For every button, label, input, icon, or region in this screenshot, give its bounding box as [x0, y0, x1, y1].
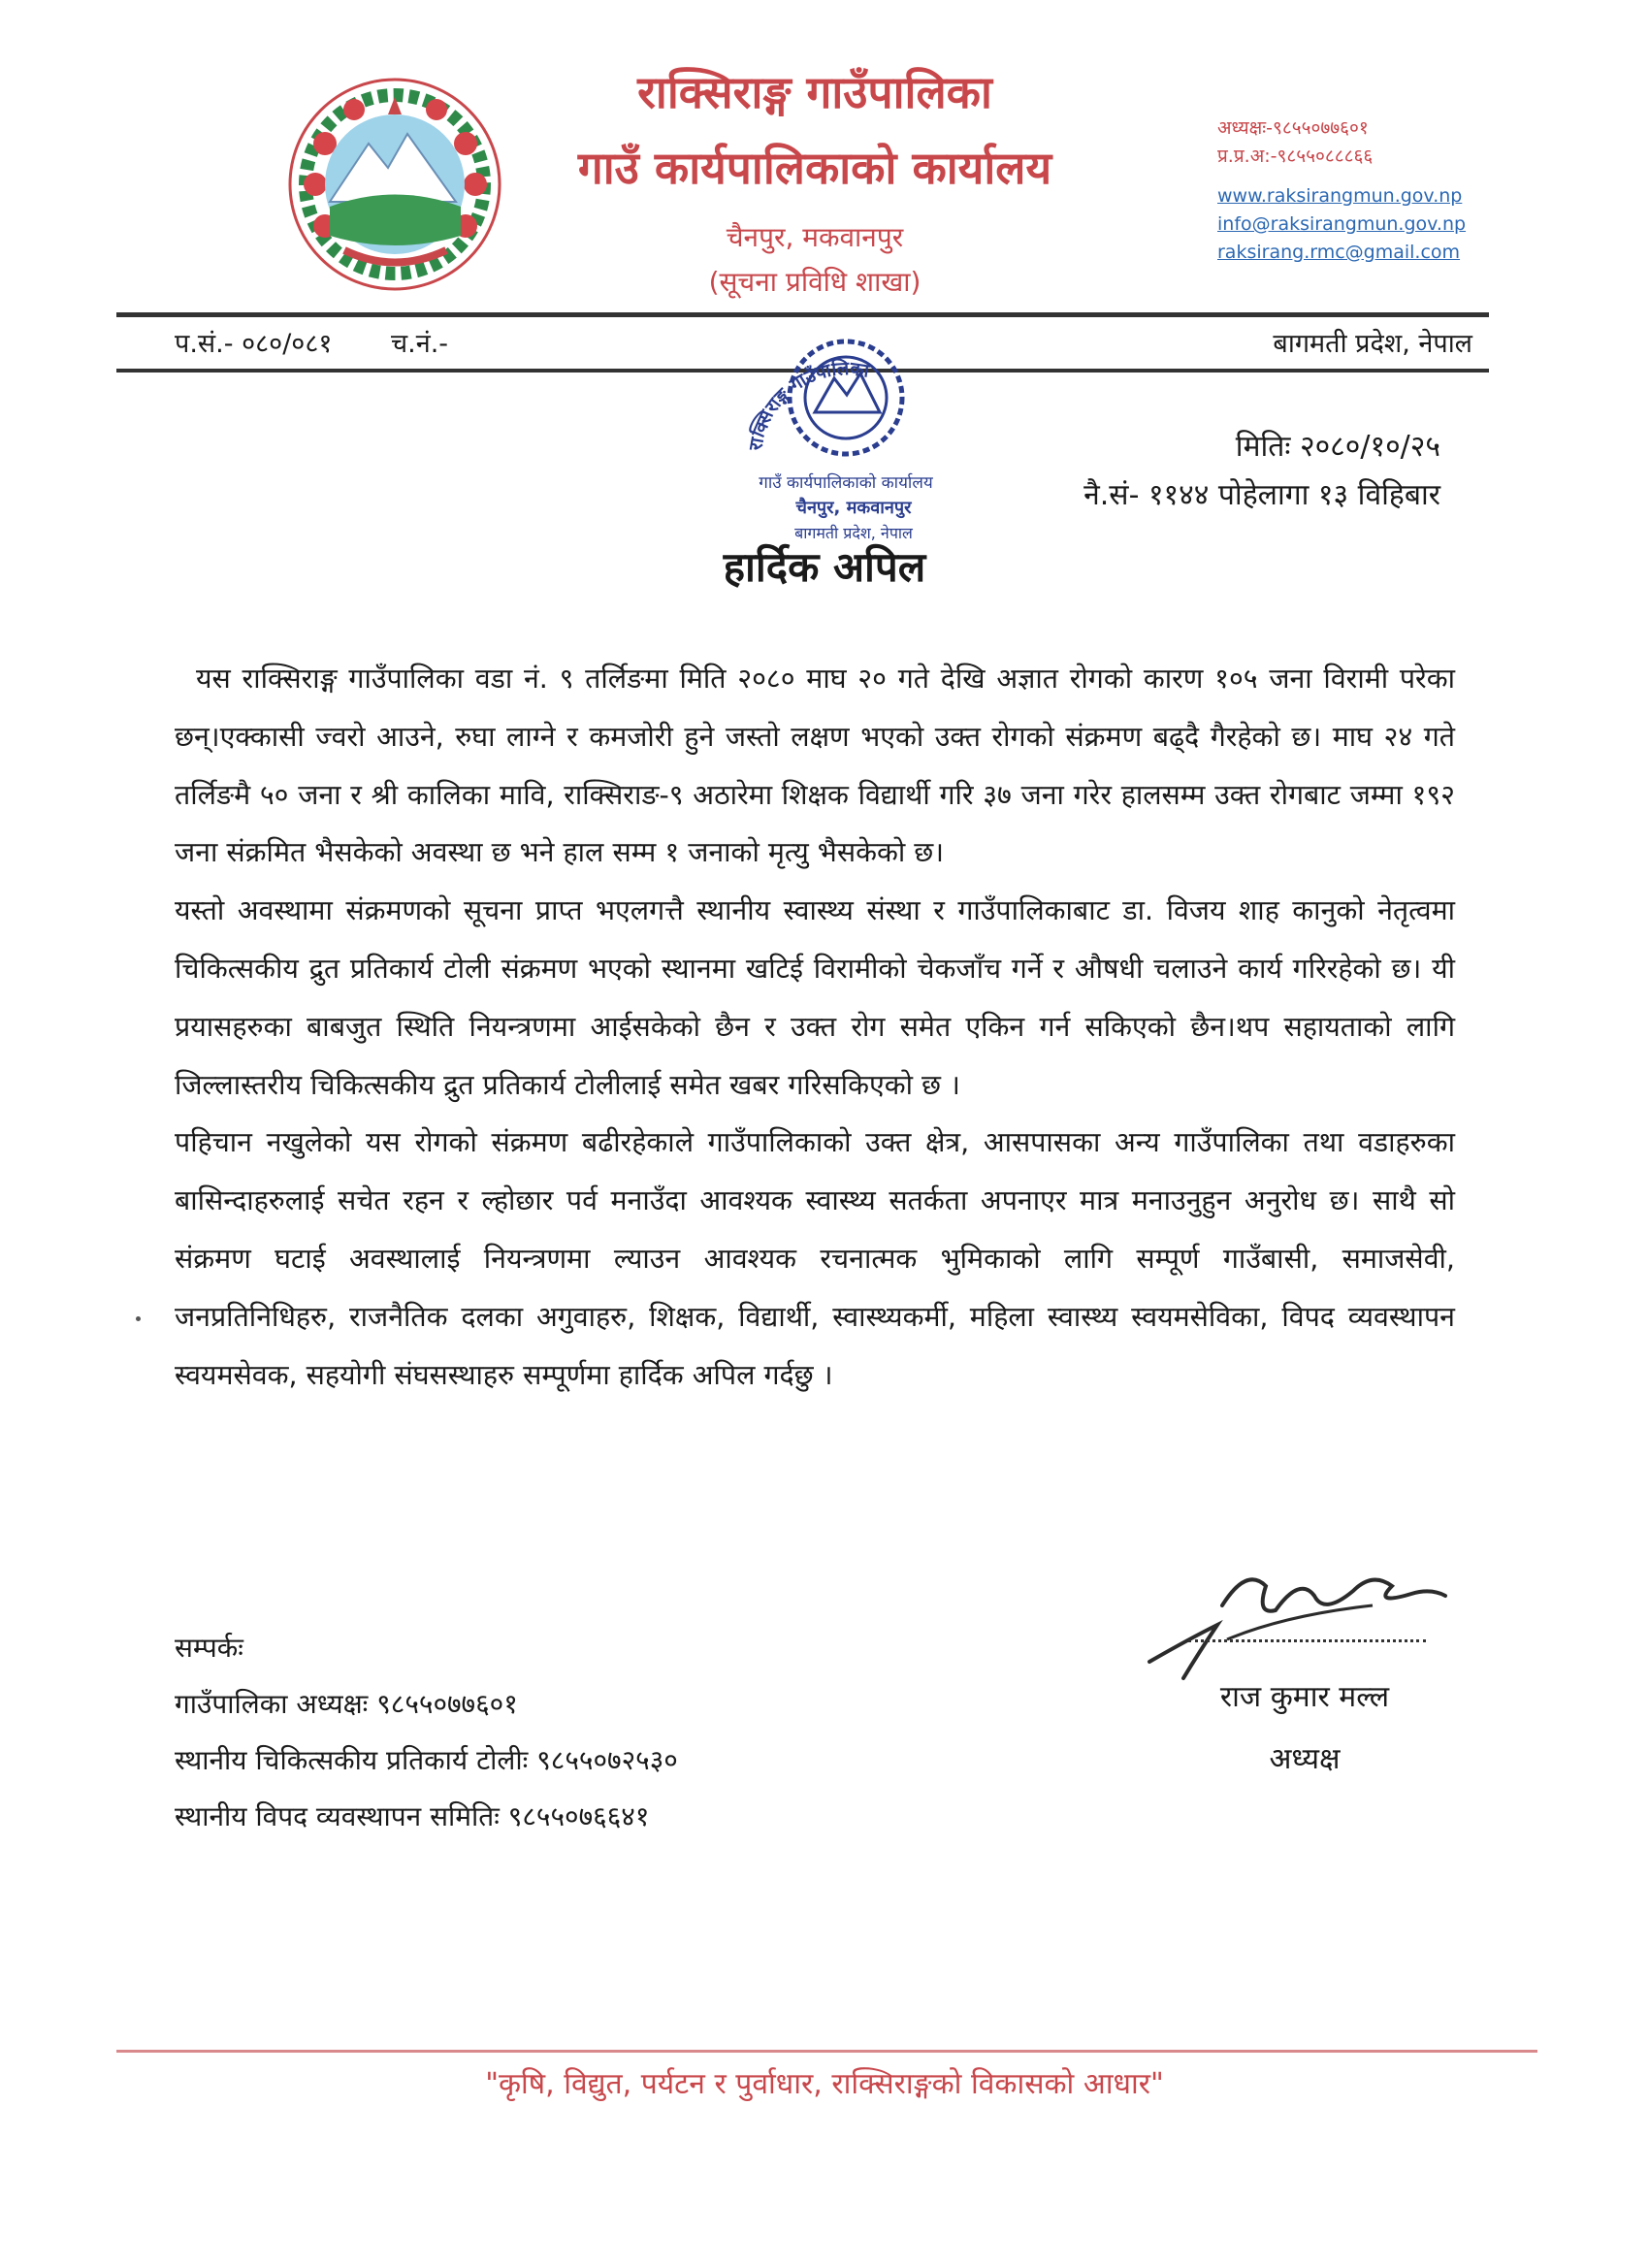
body-paragraph-3: पहिचान नखुलेको यस रोगको संक्रमण बढीरहेकाले गाउँपालिकाको उक्त क्षेत्र, आसपासका अन्य गाउँपालिका तथा वडाहरुका बासिन्दाहरुलाई सचेत रहन र ल्होछार पर्व मनाउँदा आवश्यक स्वास्थ्य सतर्कता अपनाएर मात्र मनाउनुहुन अनुरोध छ। साथै सो संक्रमण घटाई अवस्थालाई नियन्त्रणमा ल्याउन आवश्यक रचनात्मक भुमिकाको लागि सम्पूर्ण गाउँबासी, समाजसेवी, जनप्रतिनिधिहरु, राजनैतिक दलका अगुवाहरु, शिक्षक, विद्यार्थी, स्वास्थ्यकर्मी, महिला स्वास्थ्य स्वयमसेविका, विपद व्यवस्थापन स्वयमसेवक, सहयोगी संघसस्थाहरु सम्पूर्णमा हार्दिक अपिल गर्दछु ।	[175, 1126, 1455, 1391]
fiscal-reference: प.सं.- ०८०/०८१	[175, 329, 333, 359]
email-link[interactable]: info@raksirangmun.gov.np	[1217, 213, 1467, 235]
stamp-text-line3: चैनपुर, मकवानपुर	[795, 498, 912, 518]
office-location: चैनपुर, मकवानपुर	[726, 221, 904, 253]
reference-line	[175, 324, 499, 360]
contact-info	[1217, 114, 1508, 267]
official-stamp	[732, 306, 960, 558]
footer-motto: "कृषि, विद्युत, पर्यटन र पुर्वाधार, राक्सिराङ्गको विकासको आधार"	[485, 2067, 1164, 2101]
letter-title: हार्दिक अपिल	[723, 543, 926, 591]
body-paragraph-1: यस राक्सिराङ्ग गाउँपालिका वडा नं. ९ तर्लिङमा मिति २०८० माघ २० गते देखि अज्ञात रोगको कारण १०५ जना विरामी परेका छन्।एक्कासी ज्वरो आउने, रुघा लाग्ने र कमजोरी हुने जस्तो लक्षण भएको उक्त रोगको संक्रमण बढ्दै गैरहेको छ। माघ २४ गते तर्लिङमै ५० जना र श्री कालिका मावि, राक्सिराङ-९ अठारेमा शिक्षक विद्यार्थी गरि ३७ जना गरेर हालसम्म उक्त रोगबाट जम्मा १९२ जना संक्रमित भैसकेको अवस्था छ भने हाल सम्म १ जनाको मृत्यु भैसकेको छ।	[175, 663, 1455, 869]
letter-body	[175, 650, 1455, 1404]
contact-line-disaster-committee: स्थानीय विपद व्यवस्थापन समितिः ९८५५०७६६४१	[175, 1800, 650, 1832]
office-name	[543, 60, 1086, 200]
office-name-line2: गाउँ कार्यपालिकाको कार्यालय	[577, 142, 1052, 194]
stamp-text-line2: गाउँ कार्यपालिकाको कार्यालय	[759, 473, 933, 493]
signatory	[1130, 1667, 1479, 1791]
bs-date: मितिः २०८०/१०/२५	[1235, 430, 1440, 464]
stamp-text-line1: राक्सिराङ्ग गाउँपालिका	[745, 358, 871, 452]
body-paragraph-2: यस्तो अवस्थामा संक्रमणको सूचना प्राप्त भएलगत्तै स्थानीय स्वास्थ्य संस्था र गाउँपालिकाबाट डा. विजय शाह कानुको नेतृत्वमा चिकित्सकीय द्रुत प्रतिकार्य टोली संक्रमण भएको स्थानमा खटिई विरामीको चेकजाँच गर्ने र औषधी चलाउने कार्य गरिरहेको छ। यी प्रयासहरुका बाबजुत स्थिति नियन्त्रणमा आईसकेको छैन र उक्त रोग समेत एकिन गर्न सकिएको छैन।थप सहायताको लागि जिल्लास्तरीय चिकित्सकीय द्रुत प्रतिकार्य टोलीलाई समेत खबर गरिसकिएको छ ।	[175, 894, 1455, 1101]
office-branch: (सूचना प्रविधि शाखा)	[708, 266, 922, 298]
date-block	[1083, 423, 1440, 520]
chair-phone: अध्यक्षः-९८५५०७७६०१	[1217, 117, 1369, 139]
signature-line	[1188, 1639, 1426, 1642]
contact-line-chair: गाउँपालिका अध्यक्षः ९८५५०७७६०१	[175, 1688, 518, 1720]
office-subtitle	[543, 215, 1086, 305]
footer-divider	[116, 2050, 1537, 2053]
website-link[interactable]: www.raksirangmun.gov.np	[1217, 185, 1463, 207]
ns-date: नै.सं- ११४४ पोहेलागा १३ विहिबार	[1083, 478, 1440, 512]
scan-speck	[136, 1316, 141, 1321]
cao-phone: प्र.प्र.अ:-९८५५०८८८६६	[1217, 146, 1374, 167]
office-name-line1: राक्सिराङ्ग गाउँपालिका	[637, 66, 992, 118]
email-link-secondary[interactable]: raksirang.rmc@gmail.com	[1217, 242, 1461, 263]
municipality-emblem-logo	[286, 76, 504, 294]
signatory-position: अध्यक्ष	[1269, 1742, 1341, 1776]
stamp-text-line4: बागमती प्रदेश, नेपाल	[794, 524, 913, 542]
contact-line-medical-team: स्थानीय चिकित्सकीय प्रतिकार्य टोलीः ९८५५०७२५३०	[175, 1744, 678, 1776]
contact-block	[175, 1620, 678, 1845]
province-label: बागमती प्रदेश, नेपाल	[1273, 329, 1472, 359]
contact-heading: सम्पर्कः	[175, 1632, 243, 1664]
signatory-name: राज कुमार मल्ल	[1219, 1680, 1390, 1714]
dispatch-reference: च.नं.-	[391, 329, 449, 359]
